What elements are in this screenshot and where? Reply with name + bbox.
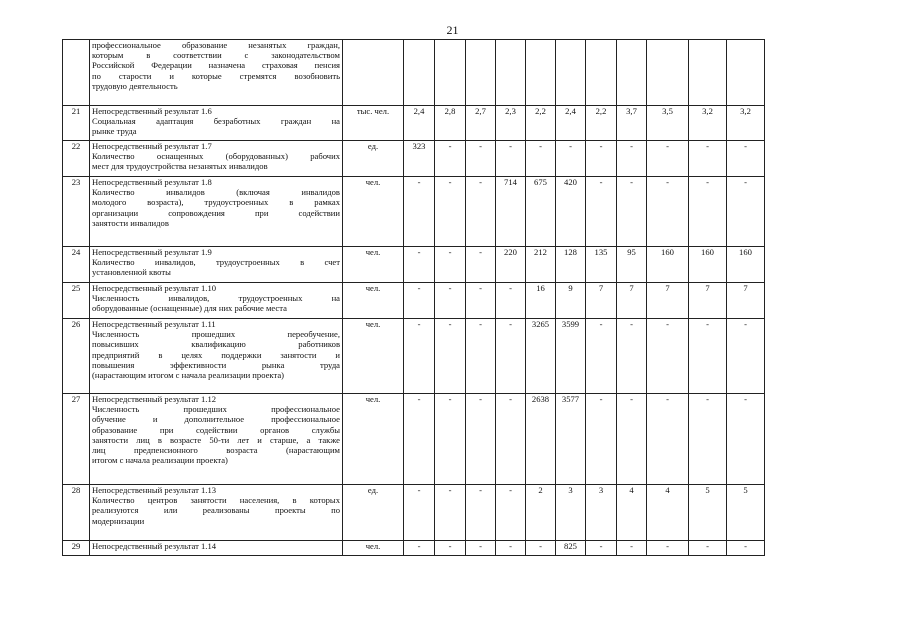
unit-cell: чел. (343, 177, 404, 247)
indicators-table (62, 39, 765, 556)
table-row (63, 394, 765, 485)
value-cell (647, 40, 689, 106)
value-cell: - (404, 283, 435, 319)
description-line: организации сопровождения при содействии (92, 207, 340, 218)
description-line: оборудованные (оснащенные) для них рабочие места (92, 303, 287, 314)
unit-cell: чел. (343, 283, 404, 319)
value-cell: 2 (526, 485, 556, 541)
value-cell: - (496, 394, 526, 485)
value-cell: 323 (404, 141, 435, 177)
value-cell: - (496, 541, 526, 556)
value-cell: 3,5 (647, 106, 689, 141)
value-cell: 16 (526, 283, 556, 319)
table-row (63, 319, 765, 394)
description-line: Российской Федерации назначена страховая пенсия (92, 60, 340, 71)
description-line: занятости лиц в возрасте 50-ти лет и старше, а также (92, 434, 340, 445)
description-line: итогом с начала реализации проекта) (92, 455, 228, 466)
value-cell: 2,7 (466, 106, 496, 141)
indicator-title: Непосредственный результат 1.11 (92, 319, 216, 329)
value-cell: - (466, 319, 496, 394)
value-cell: - (496, 283, 526, 319)
value-cell: - (586, 141, 617, 177)
description-line: Численность прошедших профессиональное (92, 404, 340, 415)
row-number: 26 (63, 319, 90, 394)
indicator-description (90, 541, 343, 556)
value-cell: - (689, 141, 727, 177)
description-line: предприятий в целях поддержки занятости и (92, 349, 340, 360)
value-cell: - (586, 541, 617, 556)
description-line: лиц предпенсионного возраста (нарастающим (92, 445, 340, 456)
value-cell: - (526, 541, 556, 556)
indicator-description (90, 319, 343, 394)
value-cell: - (404, 319, 435, 394)
indicator-title: Непосредственный результат 1.12 (92, 394, 217, 404)
indicator-description (90, 106, 343, 141)
value-cell (617, 40, 647, 106)
unit-cell: ед. (343, 485, 404, 541)
value-cell: 7 (617, 283, 647, 319)
indicator-title: Непосредственный результат 1.8 (92, 177, 212, 187)
indicator-description (90, 177, 343, 247)
row-number: 21 (63, 106, 90, 141)
value-cell: 2,4 (556, 106, 586, 141)
indicator-description (90, 141, 343, 177)
value-cell (689, 40, 727, 106)
value-cell: - (586, 177, 617, 247)
value-cell: 95 (617, 247, 647, 283)
value-cell: - (689, 541, 727, 556)
value-cell: 2638 (526, 394, 556, 485)
value-cell: - (404, 177, 435, 247)
value-cell: 2,8 (435, 106, 466, 141)
value-cell: - (689, 177, 727, 247)
value-cell: - (727, 141, 765, 177)
value-cell: 825 (556, 541, 586, 556)
value-cell: 7 (647, 283, 689, 319)
value-cell: - (435, 177, 466, 247)
indicator-description (90, 485, 343, 541)
value-cell: - (647, 394, 689, 485)
row-number: 28 (63, 485, 90, 541)
value-cell: - (727, 177, 765, 247)
value-cell: 9 (556, 283, 586, 319)
indicator-title: Непосредственный результат 1.14 (92, 541, 217, 551)
value-cell: 7 (586, 283, 617, 319)
value-cell: 5 (727, 485, 765, 541)
row-number: 23 (63, 177, 90, 247)
value-cell: - (466, 247, 496, 283)
value-cell (556, 40, 586, 106)
value-cell: 160 (727, 247, 765, 283)
value-cell: - (435, 319, 466, 394)
value-cell: - (689, 319, 727, 394)
value-cell: - (689, 394, 727, 485)
value-cell: - (617, 541, 647, 556)
value-cell: - (727, 394, 765, 485)
value-cell: - (466, 283, 496, 319)
value-cell: - (466, 485, 496, 541)
value-cell: - (556, 141, 586, 177)
value-cell: 714 (496, 177, 526, 247)
value-cell: 4 (647, 485, 689, 541)
unit-cell: ед. (343, 141, 404, 177)
description-line: повышения эффективности рынка труда (92, 359, 340, 370)
unit-cell: чел. (343, 394, 404, 485)
row-number: 25 (63, 283, 90, 319)
indicator-title: Непосредственный результат 1.13 (92, 485, 217, 495)
value-cell: 4 (617, 485, 647, 541)
value-cell: - (496, 485, 526, 541)
value-cell: 3,2 (727, 106, 765, 141)
value-cell: 2,3 (496, 106, 526, 141)
value-cell: - (647, 541, 689, 556)
value-cell: - (466, 141, 496, 177)
description-line: установленной квоты (92, 267, 171, 278)
indicator-description (90, 40, 343, 106)
value-cell: 3,7 (617, 106, 647, 141)
value-cell: - (435, 485, 466, 541)
value-cell: - (404, 394, 435, 485)
value-cell: 3 (556, 485, 586, 541)
value-cell: - (435, 141, 466, 177)
value-cell: 128 (556, 247, 586, 283)
table-body (63, 40, 765, 556)
description-line: повысивших квалификацию работников (92, 339, 340, 350)
value-cell: - (647, 141, 689, 177)
value-cell: - (435, 541, 466, 556)
table-row (63, 106, 765, 141)
indicator-title: Непосредственный результат 1.7 (92, 141, 212, 151)
description-line: рынке труда (92, 126, 137, 137)
description-line: Численность инвалидов, трудоустроенных на (92, 293, 340, 304)
value-cell: - (647, 177, 689, 247)
value-cell: 2,2 (526, 106, 556, 141)
description-line: занятости инвалидов (92, 217, 169, 228)
value-cell: 7 (689, 283, 727, 319)
value-cell: 2,2 (586, 106, 617, 141)
page-number: 21 (446, 23, 459, 37)
value-cell: 3,2 (689, 106, 727, 141)
description-line: Количество инвалидов, трудоустроенных в счет (92, 257, 340, 268)
description-line: которым в соответствии с законодательством (92, 50, 340, 61)
value-cell: - (466, 177, 496, 247)
value-cell (466, 40, 496, 106)
unit-cell (343, 40, 404, 106)
value-cell: 160 (689, 247, 727, 283)
table-row (63, 485, 765, 541)
table-row (63, 283, 765, 319)
value-cell: 420 (556, 177, 586, 247)
row-number (63, 40, 90, 106)
unit-cell: тыс. чел. (343, 106, 404, 141)
indicator-description (90, 247, 343, 283)
value-cell: - (586, 394, 617, 485)
description-line: по старости и которые стремятся возобновить (92, 70, 340, 81)
value-cell: - (404, 485, 435, 541)
value-cell: 3265 (526, 319, 556, 394)
value-cell: - (466, 541, 496, 556)
table-row (63, 177, 765, 247)
value-cell: - (435, 394, 466, 485)
description-line: Количество центров занятости населения, в которых (92, 495, 340, 506)
table-row (63, 141, 765, 177)
description-line: профессиональное образование незанятых граждан, (92, 40, 340, 50)
description-line: Количество оснащенных (оборудованных) рабочих (92, 151, 340, 162)
value-cell: - (404, 247, 435, 283)
value-cell (496, 40, 526, 106)
table-row (63, 541, 765, 556)
value-cell: 160 (647, 247, 689, 283)
value-cell (586, 40, 617, 106)
row-number: 24 (63, 247, 90, 283)
value-cell: - (727, 541, 765, 556)
value-cell (404, 40, 435, 106)
value-cell: 3 (586, 485, 617, 541)
description-line: модернизации (92, 515, 145, 526)
value-cell: - (496, 141, 526, 177)
value-cell: - (526, 141, 556, 177)
indicator-title: Непосредственный результат 1.10 (92, 283, 217, 293)
description-line: Количество инвалидов (включая инвалидов (92, 187, 340, 198)
value-cell: - (617, 394, 647, 485)
indicator-title: Непосредственный результат 1.6 (92, 106, 212, 116)
unit-cell: чел. (343, 541, 404, 556)
row-number: 29 (63, 541, 90, 556)
value-cell: - (617, 177, 647, 247)
indicator-title: Непосредственный результат 1.9 (92, 247, 212, 257)
unit-cell: чел. (343, 247, 404, 283)
indicator-description (90, 283, 343, 319)
row-number: 27 (63, 394, 90, 485)
value-cell (727, 40, 765, 106)
value-cell: 220 (496, 247, 526, 283)
value-cell: - (404, 541, 435, 556)
description-line: Численность прошедших переобучение, (92, 329, 340, 340)
table-row (63, 247, 765, 283)
value-cell: 212 (526, 247, 556, 283)
value-cell: 675 (526, 177, 556, 247)
value-cell: - (496, 319, 526, 394)
value-cell (526, 40, 556, 106)
description-line: трудовую деятельность (92, 80, 178, 91)
description-line: мест для трудоустройства незанятых инвалидов (92, 161, 268, 172)
table-row (63, 40, 765, 106)
description-line: реализуются или реализованы проекты по (92, 505, 340, 516)
description-line: Социальная адаптация безработных граждан на (92, 116, 340, 127)
value-cell: - (647, 319, 689, 394)
value-cell: 5 (689, 485, 727, 541)
description-line: молодого возраста), трудоустроенных в рамках (92, 197, 340, 208)
description-line: (нарастающим итогом с начала реализации проекта) (92, 370, 285, 381)
value-cell: - (727, 319, 765, 394)
description-line: обучение и дополнительное профессиональное (92, 414, 340, 425)
value-cell: - (617, 319, 647, 394)
value-cell: - (435, 283, 466, 319)
unit-cell: чел. (343, 319, 404, 394)
description-line: образование при содействии органов службы (92, 424, 340, 435)
value-cell: - (435, 247, 466, 283)
value-cell: 2,4 (404, 106, 435, 141)
value-cell: 3577 (556, 394, 586, 485)
value-cell: 7 (727, 283, 765, 319)
value-cell: - (586, 319, 617, 394)
value-cell (435, 40, 466, 106)
row-number: 22 (63, 141, 90, 177)
value-cell: - (617, 141, 647, 177)
value-cell: 3599 (556, 319, 586, 394)
indicator-description (90, 394, 343, 485)
value-cell: - (466, 394, 496, 485)
value-cell: 135 (586, 247, 617, 283)
